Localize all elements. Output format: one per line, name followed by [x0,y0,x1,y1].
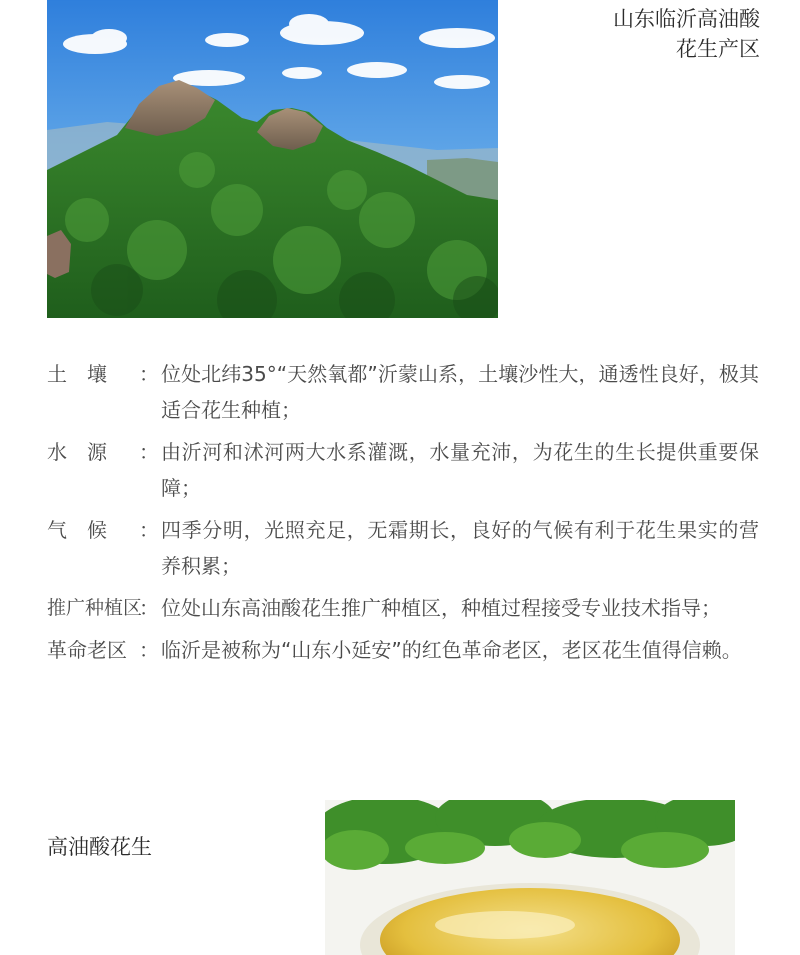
attribute-water [47,434,759,506]
attribute-text: 位处山东高油酸花生推广种植区，种植过程接受专业技术指导； [161,596,721,620]
attribute-text: 四季分明，光照充足，无霜期长，良好的气候有利于花生果实的营养积累； [161,518,759,578]
attribute-soil [47,356,759,428]
attribute-revolutionary-area [47,632,759,668]
attribute-colon: ： [139,638,159,662]
attribute-label: 气 候 [47,518,107,542]
attribute-label: 推广种植区 [47,597,143,619]
attribute-label: 革命老区 [47,638,127,662]
attribute-label: 土 壤 [47,362,107,386]
attribute-text: 临沂是被称为“山东小延安”的红色革命老区，老区花生值得信赖。 [161,638,742,662]
attribute-climate [47,512,759,584]
peanut-oil-photo [325,800,735,955]
product-title: 高油酸花生 [47,835,152,859]
attribute-text: 位处北纬35°“天然氧都”沂蒙山系，土壤沙性大，通透性良好，极其适合花生种植； [161,362,759,422]
mountain-photo [47,0,498,318]
attribute-list [47,356,759,674]
attribute-colon: ： [139,596,159,620]
region-title-line2: 花生产区 [676,37,760,61]
attribute-label: 水 源 [47,440,107,464]
attribute-planting-zone [47,590,759,626]
attribute-text: 由沂河和沭河两大水系灌溉，水量充沛，为花生的生长提供重要保障； [161,440,759,500]
attribute-colon: ： [139,362,159,386]
attribute-colon: ： [139,518,159,542]
attribute-colon: ： [139,440,159,464]
region-title-line1: 山东临沂高油酸 [613,7,760,31]
region-title [613,4,760,64]
